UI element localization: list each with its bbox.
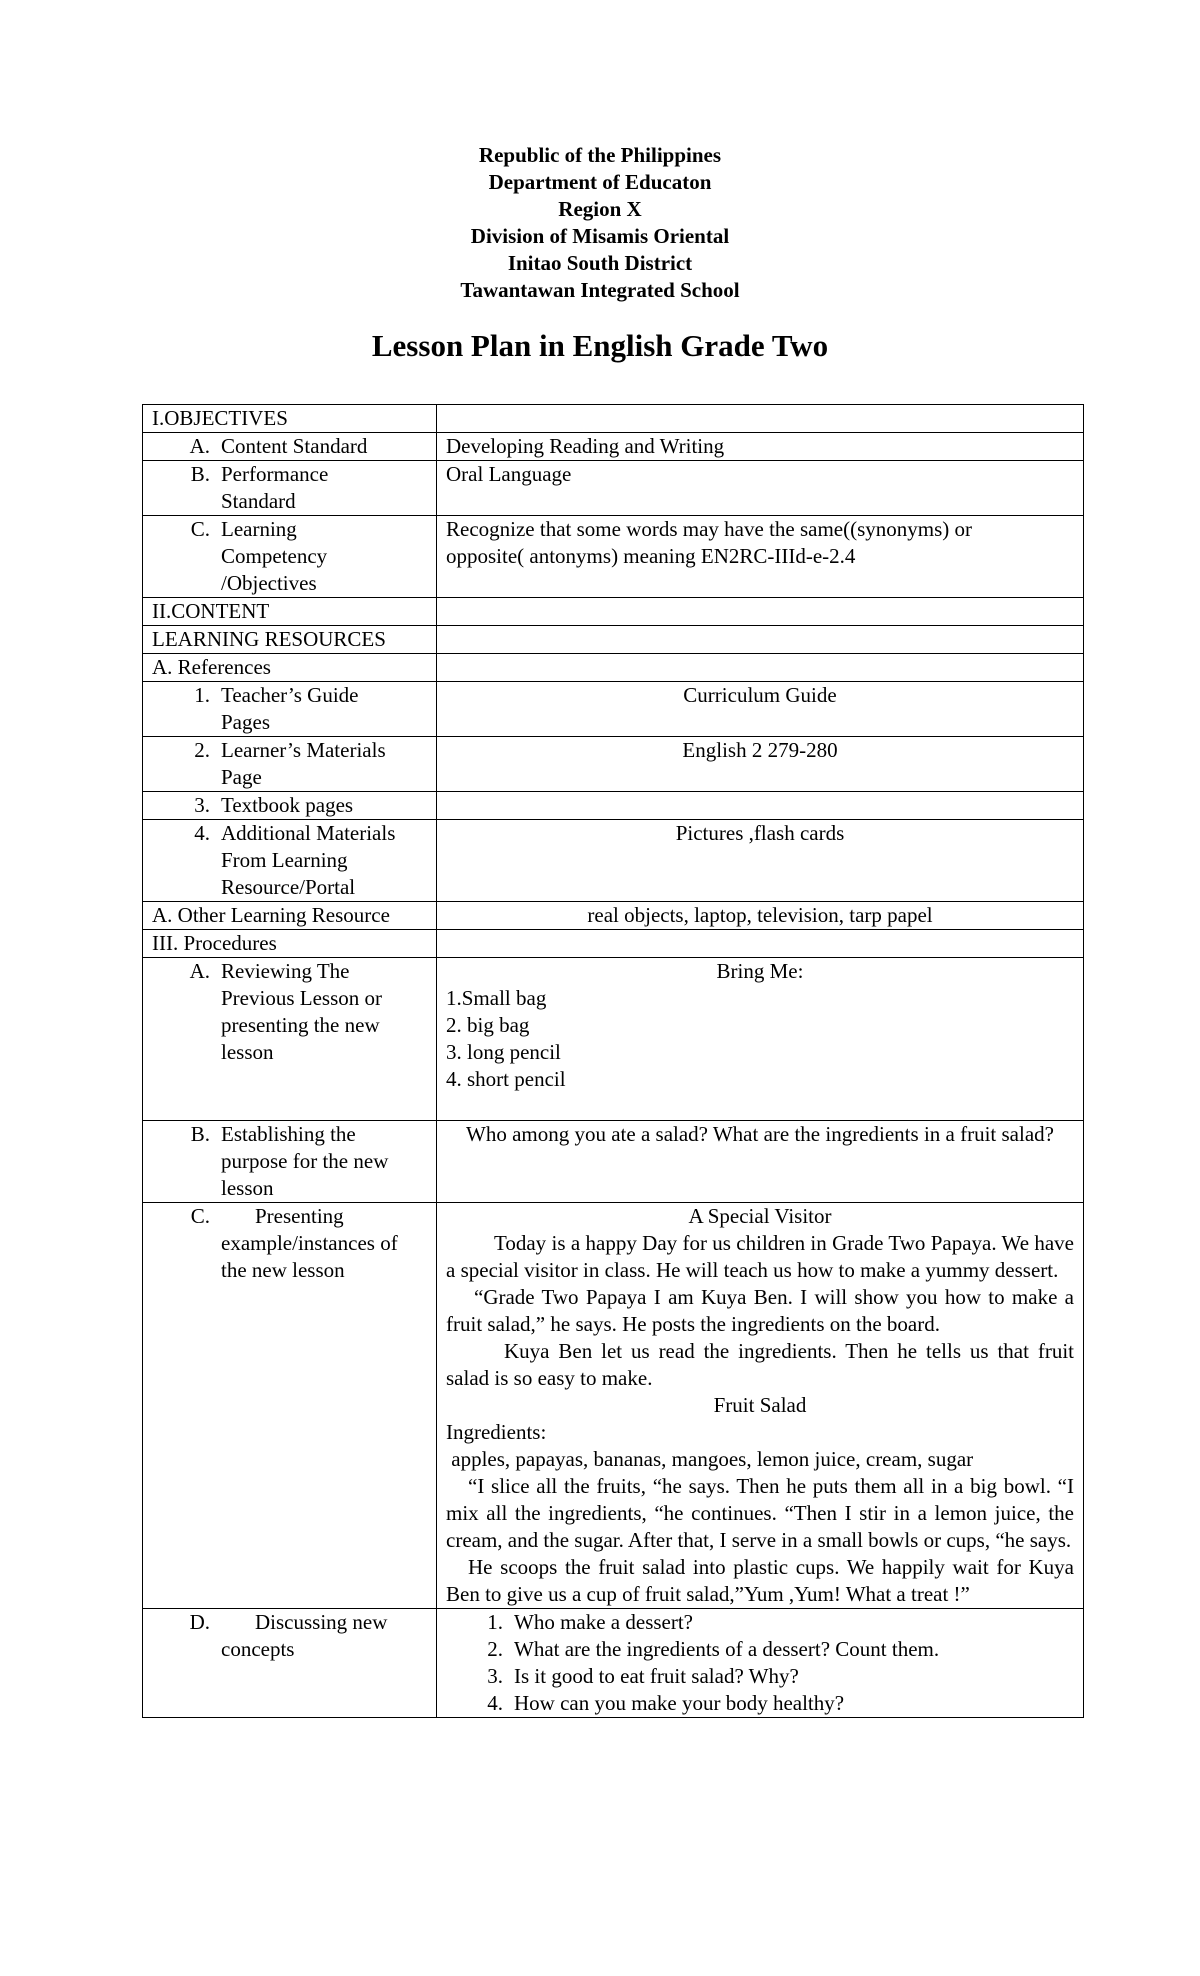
establishing-purpose-label: B. Establishing the purpose for the new lesson [190,1122,389,1200]
table-row [143,1609,1084,1718]
teachers-guide-value: Curriculum Guide [437,682,1084,737]
learners-materials-value: English 2 279-280 [437,737,1084,792]
additional-materials-label: 4. Additional Materials From Learning Resource/Portal [194,821,396,899]
header-department: Department of Educaton [488,170,712,194]
header-region: Region X [558,197,642,221]
table-row [143,737,1084,792]
content-heading: II.CONTENT [143,598,437,626]
table-row [143,902,1084,930]
objectives-heading: I.OBJECTIVES [143,405,437,433]
page-title: Lesson Plan in English Grade Two [371,328,829,363]
table-row [143,930,1084,958]
bring-me-title: Bring Me: [716,959,804,983]
document-header [0,142,1200,304]
story-paragraph: “Grade Two Papaya I am Kuya Ben. I will show you how to make a fruit salad,” he says. He posts the ingredients on the board. [446,1285,1074,1336]
performance-standard-value: Oral Language [437,461,1084,516]
ingredients-label: Ingredients: [446,1420,547,1444]
learning-competency-label: C. Learning Competency /Objectives [190,517,328,595]
content-standard-label: A. Content Standard [189,434,368,458]
header-school: Tawantawan Integrated School [460,278,740,302]
references-heading: A. References [143,654,437,682]
header-district: Initao South District [507,251,693,275]
performance-standard-label: B. Performance Standard [190,462,329,513]
objectives-heading-value [437,405,1084,433]
recipe-title: Fruit Salad [713,1393,807,1417]
reviewing-lesson-value [437,958,1084,1121]
table-row [143,405,1084,433]
table-row [143,516,1084,598]
table-row [143,1121,1084,1203]
table-row [143,682,1084,737]
table-row [143,792,1084,820]
header-republic: Republic of the Philippines [478,143,722,167]
list-item: 4. How can you make your body healthy? [487,1691,845,1715]
reviewing-lesson-label: A. Reviewing The Previous Lesson or presenting the new lesson [189,959,382,1064]
story-paragraph: He scoops the fruit salad into plastic cups. We happily wait for Kuya Ben to give us a cup of fruit salad,”Yum ,Yum! What a treat !” [446,1555,1074,1606]
other-resource-value: real objects, laptop, television, tarp papel [437,902,1084,930]
additional-materials-value: Pictures ,flash cards [437,820,1084,902]
story-paragraph: Today is a happy Day for us children in Grade Two Papaya. We have a special visitor in class. He will teach us how to make a yummy dessert. [446,1231,1074,1282]
textbook-pages-label: 3. Textbook pages [194,793,354,817]
table-row [143,433,1084,461]
table-row [143,598,1084,626]
discussing-concepts-label: D. Discussing new concepts [189,1610,388,1661]
teachers-guide-label: 1. Teacher’s Guide Pages [194,683,359,734]
table-row [143,820,1084,902]
list-item: 3. long pencil [446,1040,561,1064]
establishing-purpose-value: Who among you ate a salad? What are the ingredients in a fruit salad? [437,1121,1084,1203]
learners-materials-label: 2. Learner’s Materials Page [194,738,386,789]
question-list [446,1609,1074,1717]
header-division: Division of Misamis Oriental [470,224,730,248]
presenting-examples-value [437,1203,1084,1609]
story-title: A Special Visitor [688,1204,832,1228]
table-row [143,1203,1084,1609]
content-standard-value: Developing Reading and Writing [437,433,1084,461]
list-item: 2. big bag [446,1013,530,1037]
learning-resources-heading: LEARNING RESOURCES [143,626,437,654]
list-item: 3. Is it good to eat fruit salad? Why? [487,1664,799,1688]
ingredients-list: apples, papayas, bananas, mangoes, lemon juice, cream, sugar [446,1447,974,1471]
presenting-examples-label: C. Presenting example/instances of the new lesson [190,1204,398,1282]
table-row [143,958,1084,1121]
procedures-heading: III. Procedures [143,930,437,958]
table-row [143,626,1084,654]
list-item: 4. short pencil [446,1067,566,1091]
other-resource-label: A. Other Learning Resource [143,902,437,930]
list-item: 2. What are the ingredients of a dessert? Count them. [487,1637,940,1661]
story-paragraph: “I slice all the fruits, “he says. Then he puts them all in a big bowl. “I mix all the ingredients, “he continues. “Then I stir in a lemon juice, the cream, and the sugar. After that, I serve in a small bowls or cups, “he says. [446,1474,1074,1552]
lesson-plan-table [142,404,1084,1718]
story-paragraph: Kuya Ben let us read the ingredients. Then he tells us that fruit salad is so easy to make. [446,1339,1074,1390]
learning-competency-value: Recognize that some words may have the same((synonyms) or opposite( antonyms) meaning EN2RC-IIId-e-2.4 [437,516,1084,598]
discussing-concepts-value [437,1609,1084,1718]
list-item: 1.Small bag [446,986,547,1010]
table-row [143,654,1084,682]
table-row [143,461,1084,516]
list-item: 1. Who make a dessert? [487,1610,694,1634]
